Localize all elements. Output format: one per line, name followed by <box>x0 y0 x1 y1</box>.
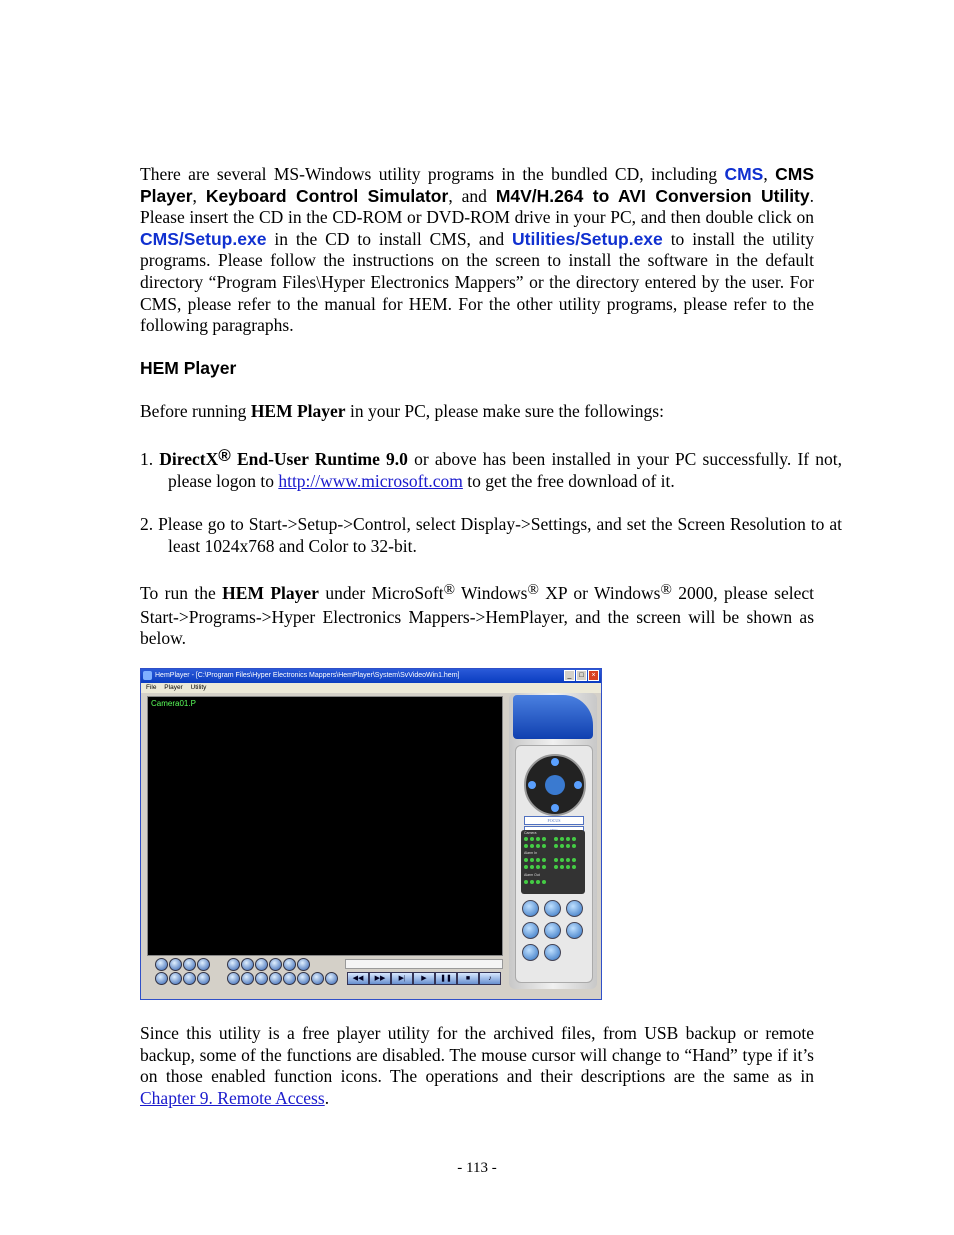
channel-2-icon[interactable] <box>241 972 254 985</box>
search-icon[interactable] <box>566 900 583 917</box>
cms-player-term: CMS Player <box>140 164 815 206</box>
layout-8-icon[interactable] <box>169 972 182 985</box>
page-number: - 113 - <box>457 1160 497 1176</box>
intro-paragraph: There are several MS-Windows utility programs in the bundled CD, including CMS, CMS Player, Keyboard Control Simulator, and M4V/H.264 to AVI Conversion Utility. Please insert the CD in the CD-ROM or DVD-ROM drive in your PC, and then double click on CMS/Setup.exe in the CD to install CMS, and Utilities/Setup.exe to install the utility programs. Please follow the instructions on the screen to install the software in the default directory “Program Files\Hyper Electronics Mappers” or the directory entered by the user. For CMS, please refer to the manual for HEM. For the other utility programs, please refer to the following paragraphs. <box>140 164 815 336</box>
sequence-icon[interactable] <box>227 958 240 971</box>
close-icon[interactable]: × <box>588 670 599 681</box>
zoom-center-icon[interactable] <box>545 775 565 795</box>
kcs-term: Keyboard Control Simulator <box>205 185 449 206</box>
menu-player[interactable]: Player <box>164 684 183 691</box>
channel-5-icon[interactable] <box>283 972 296 985</box>
video-area <box>147 696 503 956</box>
layout-10-icon[interactable] <box>183 972 196 985</box>
fast-rewind-icon[interactable]: ◀◀ <box>347 972 369 985</box>
layout-16-icon[interactable] <box>197 958 210 971</box>
left-arrow-icon[interactable] <box>528 781 536 789</box>
hemplayer-screenshot <box>140 668 602 1000</box>
record-icon[interactable] <box>522 900 539 917</box>
minimize-icon[interactable]: _ <box>564 670 575 681</box>
channel-8-icon[interactable] <box>325 972 338 985</box>
bottom-toolbar <box>147 956 501 986</box>
print-icon[interactable] <box>522 944 539 961</box>
focus-slider[interactable]: FOCUS <box>524 816 584 825</box>
app-icon <box>143 671 152 680</box>
layout-13-icon[interactable] <box>197 972 210 985</box>
registered-mark: ® <box>218 446 231 465</box>
menu-file[interactable]: File <box>146 684 157 691</box>
timeline-bar[interactable] <box>345 959 503 969</box>
exit-icon[interactable] <box>544 944 561 961</box>
status-led-panel <box>521 830 585 894</box>
channel-7-icon[interactable] <box>311 972 324 985</box>
help-icon[interactable] <box>297 958 310 971</box>
alarm-out-label: Alarm Out <box>524 873 540 877</box>
step-forward-icon[interactable]: ▶| <box>391 972 413 985</box>
maximize-icon[interactable]: □ <box>576 670 587 681</box>
play-icon[interactable]: ▶ <box>413 972 435 985</box>
camera-label: Camera01.P <box>151 699 196 708</box>
cms-setup-path: CMS/Setup.exe <box>140 228 267 249</box>
layout-6-icon[interactable] <box>155 972 168 985</box>
zoom-icon[interactable] <box>241 958 254 971</box>
channel-4-icon[interactable] <box>269 972 282 985</box>
control-panel <box>509 693 597 989</box>
menubar <box>141 683 601 693</box>
camera-led-label: Camera <box>524 831 537 835</box>
before-paragraph: Before running HEM Player in your PC, please make sure the followings: <box>140 401 664 421</box>
cms-term: CMS <box>724 164 764 184</box>
up-arrow-icon[interactable] <box>551 758 559 766</box>
layout-4-icon[interactable] <box>169 958 182 971</box>
ptz-icon[interactable] <box>522 922 539 939</box>
utilities-setup-path: Utilities/Setup.exe <box>512 228 663 249</box>
layout-1-icon[interactable] <box>155 958 168 971</box>
settings-icon[interactable] <box>566 922 583 939</box>
menu-utility[interactable]: Utility <box>190 684 207 691</box>
right-arrow-icon[interactable] <box>574 781 582 789</box>
window-titlebar <box>141 669 601 683</box>
requirement-item-2: 2. Please go to Start->Setup->Control, select Display->Settings, and set the Screen Resolution to at least 1024x768 and Color to 32-bit. <box>140 514 842 556</box>
channel-1-icon[interactable] <box>227 972 240 985</box>
fast-forward-icon[interactable]: ▶▶ <box>369 972 391 985</box>
closing-paragraph: Since this utility is a free player utility for the archived files, from USB backup or remote backup, some of the functions are disabled. The mouse cursor will change to “Hand” type if it’s on those enabled function icons. The operations and their descriptions are the same as in Chapter 9. Remote Access. <box>140 1023 814 1108</box>
panel-header <box>513 695 593 739</box>
globe-icon[interactable] <box>255 958 268 971</box>
ptz-panel <box>515 745 593 983</box>
stop-icon[interactable]: ■ <box>457 972 479 985</box>
info-icon[interactable] <box>269 958 282 971</box>
alarm-in-label: Alarm In <box>524 851 538 855</box>
chapter-9-link[interactable]: Chapter 9. Remote Access <box>140 1087 325 1108</box>
run-paragraph: To run the HEM Player under MicroSoft® Windows® XP or Windows® 2000, please select Start->Programs->Hyper Electronics Mappers->HemPlayer, and the screen will be shown as below. <box>140 582 814 649</box>
speaker-icon[interactable]: ♪ <box>479 972 501 985</box>
section-heading: HEM Player <box>140 358 237 378</box>
microsoft-link[interactable]: http://www.microsoft.com <box>278 470 463 491</box>
m4v-term: M4V/H.264 to AVI Conversion Utility <box>495 185 810 206</box>
audio-icon[interactable] <box>544 922 561 939</box>
requirement-item-1: 1. DirectX® End-User Runtime 9.0 or above has been installed in your PC successfully. If not, please logon to http://www.microsoft.com to get the free download of it. <box>140 446 842 491</box>
channel-3-icon[interactable] <box>255 972 268 985</box>
pause-icon[interactable]: ❚❚ <box>435 972 457 985</box>
ptz-joystick[interactable] <box>524 754 586 816</box>
down-arrow-icon[interactable] <box>551 804 559 812</box>
layout-9-icon[interactable] <box>183 958 196 971</box>
snapshot-icon[interactable] <box>544 900 561 917</box>
hand-icon[interactable] <box>283 958 296 971</box>
window-title: HemPlayer - [C:\Program Files\Hyper Electronics Mappers\HemPlayer\System\SvVideoWin1.hem] <box>155 672 460 679</box>
channel-6-icon[interactable] <box>297 972 310 985</box>
